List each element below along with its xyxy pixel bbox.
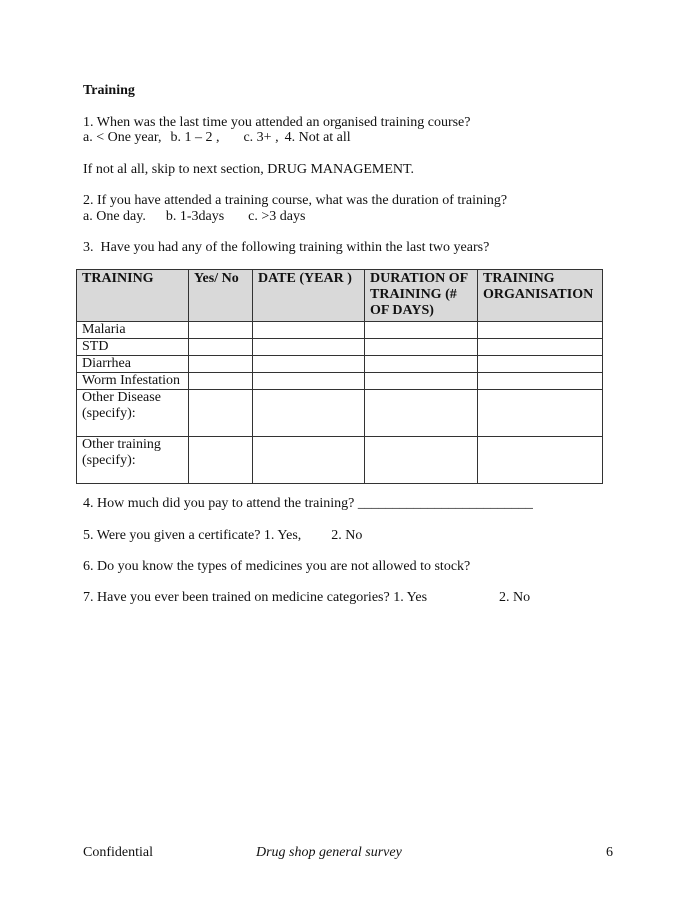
- question-4-text: 4. How much did you pay to attend the training?: [83, 496, 355, 511]
- cell-organisation[interactable]: [478, 339, 603, 356]
- skip-note: If not al all, skip to next section, DRUG MANAGEMENT.: [83, 162, 415, 177]
- footer-confidential: Confidential: [83, 845, 153, 860]
- cell-yes-no[interactable]: [189, 437, 253, 484]
- payment-answer-blank[interactable]: _________________________: [357, 496, 533, 511]
- row-label-other-training: Other training (specify):: [77, 437, 189, 484]
- q1-option-c: c. 3+ ,: [243, 130, 279, 145]
- cell-duration[interactable]: [365, 322, 478, 339]
- footer-document-title: Drug shop general survey: [256, 845, 402, 860]
- cell-yes-no[interactable]: [189, 356, 253, 373]
- cell-organisation[interactable]: [478, 390, 603, 437]
- question-5: [83, 528, 362, 544]
- cell-duration[interactable]: [365, 339, 478, 356]
- row-label-malaria: Malaria: [77, 322, 189, 339]
- cell-duration[interactable]: [365, 356, 478, 373]
- cell-date[interactable]: [253, 356, 365, 373]
- footer-page-number: 6: [606, 845, 613, 860]
- q1-option-a: a. < One year,: [83, 130, 162, 145]
- cell-date[interactable]: [253, 322, 365, 339]
- q1-option-d: 4. Not at all: [284, 130, 351, 145]
- cell-duration[interactable]: [365, 437, 478, 484]
- table-row: [77, 437, 603, 484]
- table-header-row: [77, 270, 603, 322]
- cell-organisation[interactable]: [478, 437, 603, 484]
- header-duration: DURATION OF TRAINING (# OF DAYS): [365, 270, 478, 322]
- header-date: DATE (YEAR ): [253, 270, 365, 322]
- row-label-worm-infestation: Worm Infestation: [77, 373, 189, 390]
- q7-option-no: 2. No: [499, 590, 531, 605]
- cell-organisation[interactable]: [478, 373, 603, 390]
- section-title: Training: [83, 83, 135, 98]
- table-row: [77, 322, 603, 339]
- question-6-text: 6. Do you know the types of medicines you are not allowed to stock?: [83, 559, 471, 574]
- question-5-text: 5. Were you given a certificate? 1. Yes,: [83, 528, 302, 543]
- cell-date[interactable]: [253, 373, 365, 390]
- table-row: [77, 339, 603, 356]
- q2-option-c: c. >3 days: [248, 209, 306, 224]
- question-4: [83, 496, 533, 512]
- row-label-other-disease: Other Disease (specify):: [77, 390, 189, 437]
- cell-duration[interactable]: [365, 390, 478, 437]
- table-row: [77, 373, 603, 390]
- cell-date[interactable]: [253, 437, 365, 484]
- cell-date[interactable]: [253, 339, 365, 356]
- cell-duration[interactable]: [365, 373, 478, 390]
- q5-option-no: 2. No: [331, 528, 363, 543]
- question-2-text: 2. If you have attended a training course, what was the duration of training?: [83, 193, 508, 208]
- row-label-std: STD: [77, 339, 189, 356]
- header-organisation: TRAINING ORGANISATION: [478, 270, 603, 322]
- question-7-text: 7. Have you ever been trained on medicine categories? 1. Yes: [83, 590, 428, 605]
- question-1-options: [83, 130, 351, 146]
- cell-organisation[interactable]: [478, 322, 603, 339]
- cell-yes-no[interactable]: [189, 390, 253, 437]
- q1-option-b: b. 1 – 2 ,: [170, 130, 220, 145]
- header-yes-no: Yes/ No: [189, 270, 253, 322]
- table-row: [77, 390, 603, 437]
- question-3-text: 3. Have you had any of the following training within the last two years?: [83, 240, 490, 255]
- header-training: TRAINING: [77, 270, 189, 322]
- table-row: [77, 356, 603, 373]
- question-7: [83, 590, 530, 606]
- question-1-text: 1. When was the last time you attended an organised training course?: [83, 115, 471, 130]
- q2-option-b: b. 1-3days: [165, 209, 225, 224]
- question-2-options: [83, 209, 305, 225]
- cell-yes-no[interactable]: [189, 339, 253, 356]
- cell-yes-no[interactable]: [189, 322, 253, 339]
- row-label-diarrhea: Diarrhea: [77, 356, 189, 373]
- cell-organisation[interactable]: [478, 356, 603, 373]
- training-table: [76, 269, 603, 484]
- cell-date[interactable]: [253, 390, 365, 437]
- cell-yes-no[interactable]: [189, 373, 253, 390]
- q2-option-a: a. One day.: [83, 209, 146, 224]
